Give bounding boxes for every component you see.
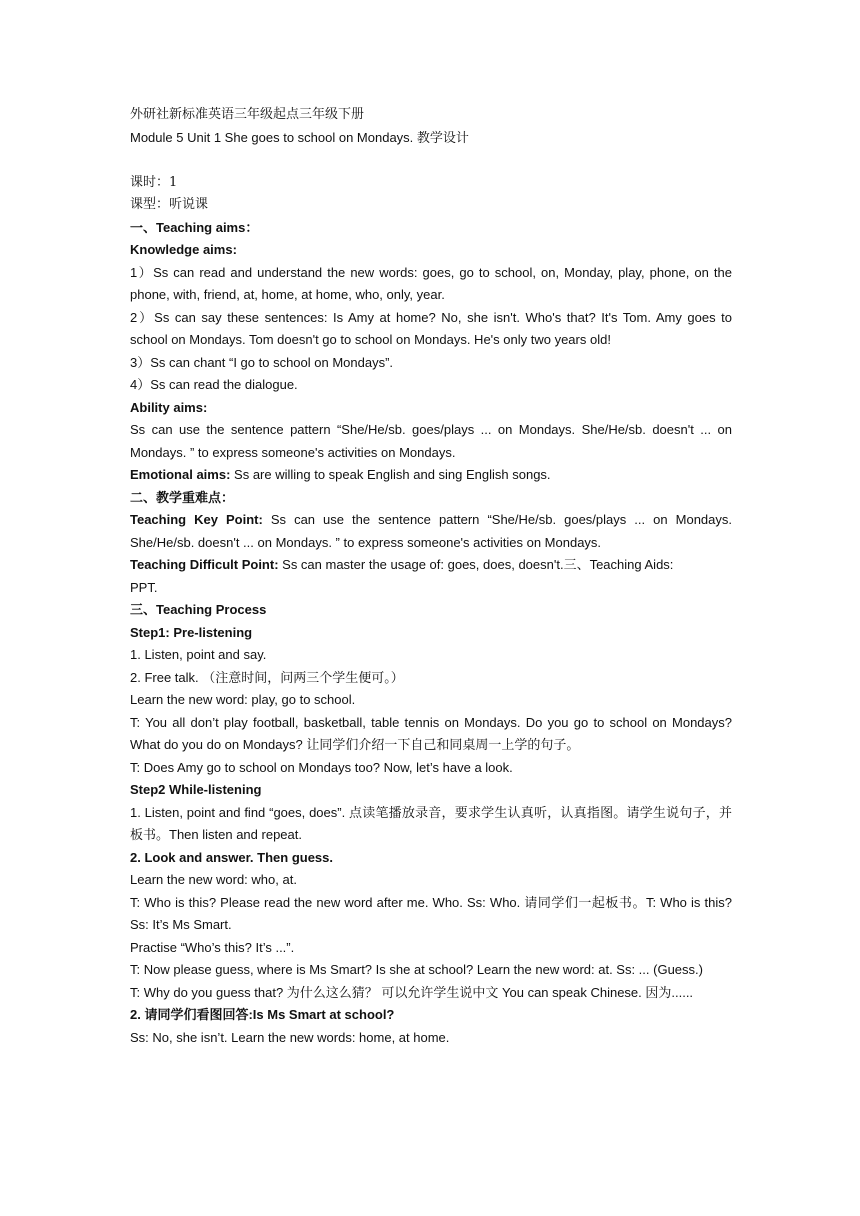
step1-new-word: Learn the new word: play, go to school. [130, 692, 356, 707]
difficult-point-text: Ss can master the usage of: goes, does, doesn't.三、Teaching Aids: [278, 557, 674, 572]
emotional-aims-line [130, 464, 732, 487]
step2-heading: Step2 While-listening [130, 782, 262, 797]
document-page [130, 104, 732, 1049]
knowledge-aim-2: 2）Ss can say these sentences: Is Amy at home? No, she isn't. Who's that? It's Tom. Amy goes to school on Mondays. Tom doesn't go to school on Mondays. He's only two years old! [130, 309, 732, 347]
step2-question-heading: 2. 请同学们看图回答:Is Ms Smart at school? [130, 1007, 395, 1022]
step2-new-word: Learn the new word: who, at. [130, 872, 297, 887]
teaching-aids-text: PPT. [130, 579, 158, 595]
difficult-point-label: Teaching Difficult Point: [130, 557, 279, 572]
section-key-points-heading: 二、教学重难点： [130, 489, 235, 505]
step2-dialogue-who: T: Who is this? Please read the new word after me. Who. Ss: Who. 请同学们一起板书。T: Who is this? Ss: It’s Ms Smart. [130, 894, 732, 932]
emotional-aims-label: Emotional aims: [130, 467, 231, 482]
section-teaching-aims-heading: 一、Teaching aims： [130, 219, 259, 235]
key-point-text: Ss can use the sentence pattern “She/He/sb. goes/plays ... on Mondays. She/He/sb. doesn't ... on Mondays. ” to express someone's activities on Mondays. [130, 512, 733, 550]
key-point-label: Teaching Key Point: [130, 512, 263, 527]
step1-heading: Step1: Pre-listening [130, 624, 253, 640]
knowledge-aims-heading: Knowledge aims: [130, 242, 237, 257]
lesson-type-line: 课型：听说课 [130, 197, 209, 212]
step1-item-2: 2. Free talk. （注意时间，问两三个学生便可。） [130, 669, 404, 685]
period-line: 课时：1 [130, 174, 178, 190]
step1-item-1: 1. Listen, point and say. [130, 647, 267, 662]
step1-transition: T: Does Amy go to school on Mondays too? Now, let’s have a look. [130, 759, 513, 775]
knowledge-aim-4: 4）Ss can read the dialogue. [130, 377, 298, 392]
knowledge-aim-1: 1）Ss can read and understand the new words: goes, go to school, on, Monday, play, phone, on the phone, with, friend, at, home, at home, who, only, year. [130, 264, 732, 302]
step2-answer: Ss: No, she isn’t. Learn the new words: home, at home. [130, 1029, 450, 1045]
step2-practise: Practise “Who’s this? It’s ...”. [130, 939, 295, 955]
blank-line [130, 149, 732, 172]
key-point-paragraph [130, 509, 732, 554]
emotional-aims-text: Ss are willing to speak English and sing English songs. [230, 467, 551, 482]
section-teaching-process-heading: 三、Teaching Process [130, 602, 267, 617]
step2-guess: T: Now please guess, where is Ms Smart? Is she at school? Learn the new word: at. Ss: ... (Guess.) [130, 962, 703, 977]
step2-look-answer-heading: 2. Look and answer. Then guess. [130, 849, 333, 865]
ability-aims-heading: Ability aims: [130, 399, 208, 415]
step1-teacher-talk: T: You all don’t play football, basketball, table tennis on Mondays. Do you go to school on Mondays? What do you do on Mondays? 让同学们介绍一下自己和同桌周一上学的句子。 [130, 714, 732, 752]
knowledge-aim-3: 3）Ss can chant “I go to school on Mondays”. [130, 354, 394, 370]
ability-aims-text: Ss can use the sentence pattern “She/He/sb. goes/plays ... on Mondays. She/He/sb. doesn't ... on Mondays. ” to express someone's activities on Mondays. [130, 422, 732, 460]
step2-item-1: 1. Listen, point and find “goes, does”. 点读笔播放录音，要求学生认真听，认真指图。请学生说句子，并板书。Then listen and repeat. [130, 804, 732, 842]
step2-why: T: Why do you guess that? 为什么这么猜？ 可以允许学生说中文 You can speak Chinese. 因为...... [130, 984, 694, 1000]
difficult-point-line [130, 554, 732, 577]
title-english: Module 5 Unit 1 She goes to school on Mondays. 教学设计 [130, 129, 469, 145]
title-chinese: 外研社新标准英语三年级起点三年级下册 [130, 107, 365, 122]
